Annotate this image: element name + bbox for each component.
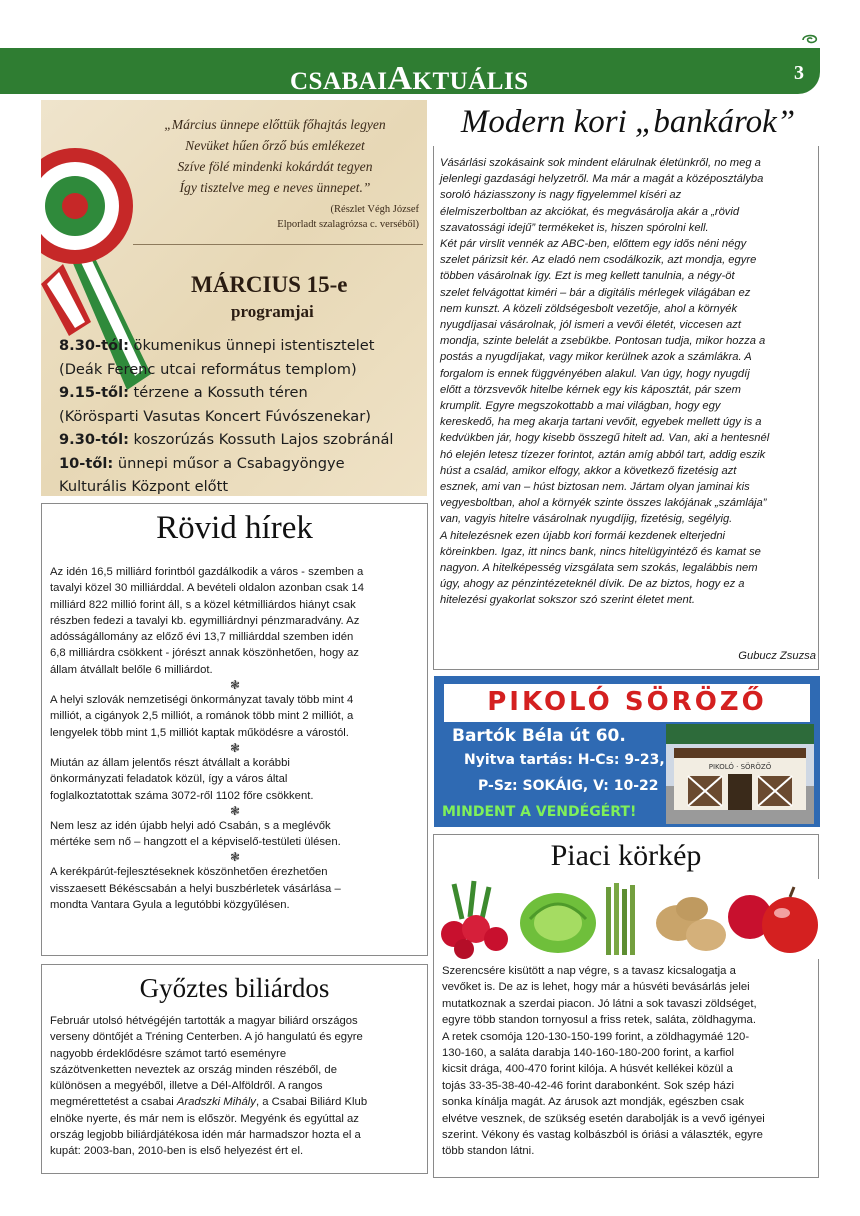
masthead-prefix: CSABAI: [290, 68, 388, 95]
news-item: Nem lesz az idén újabb helyi adó Csabán, s a meglévők mértéke sem nő – hangzott el a képviselő-testületi ülésen.: [50, 819, 341, 849]
news-item: Az idén 16,5 milliárd forintból gazdálkodik a város - szemben a tavalyi közel 30 milliárddal. A bevételi oldalon azonban csak 14 milliárd 822 millió forint áll, s a közel kétmilliárdos hiányt csak részben fedezi a tavalyi kb. egymilliárdnyi pénzmaradvány. Az adósságállomány az előző évi 13,7 milliárddal szemben idén 6,8 milliárdra csökkent - jórészt annak köszönhetően, hogy az állam átvállalt belőle 6 milliárdot.: [50, 566, 364, 676]
masthead-rest: KTUÁLIS: [412, 68, 529, 95]
source-line: Elporladt szalagrózsa c. verséből): [277, 219, 419, 230]
market-box: [433, 834, 819, 1178]
poster-divider: [133, 244, 423, 245]
short-news-box: [41, 503, 428, 956]
march-poster: [41, 100, 427, 496]
pub-advertisement: [434, 676, 820, 827]
news-item: A helyi szlovák nemzetiségi önkormányzat tavaly több mint 4 milliót, a cigányok 2,5 milliót, a románok több mint 2 milliót, a lengyelek több mint 1,5 milliót kaptak működésre a várostól.: [50, 694, 354, 739]
swirl-icon: [800, 32, 820, 46]
pub-name: PIKOLÓ SÖRÖZŐ: [487, 687, 767, 717]
quote-line: „Március ünnepe előttük főhajtás legyen: [164, 117, 386, 132]
program-item: (Körösparti Vasutas Koncert Fúvószenekar): [59, 407, 371, 425]
modern-article-body: Vásárlási szokásaink sok mindent elárulnak életünkről, no meg a jelenlegi gazdasági helyzetről. Ma már a magát a középosztályba soroló háziasszony is nagy figyelemmel kíséri az élelmiszerboltban az akciókat, és megvásárolja akár a „rövid szavatossági idejű” termékeket is, hiszen spórolni kell. Két pár virslit vennék az ABC-ben, előttem egy idős néni négy szelet párizsit kér. Az eladó nem csodálkozik, azt mondja, egyre többen vásárolnak így. Ezt is meg kellett tanulnia, a négy-öt szelet felvágottat kiméri – bár a digitális mérlegek világában ez nem kunszt. A közeli zöldségesbolt vezetője, ahol a környék nyugdíjasai vásárolnak, jól ismeri a vevői életét, viccesen azt mondja, szinte belelát a zsebükbe. Pontosan tudja, mikor hozza a postás a nyugdíjakat, vagy mikor kerülnek azok a számlákra. A forgalom is ennek függvényében alakul. Van úgy, hogy nyugdíj előtt a törzsvevők hitelbe kérnek egy kis káposztát, pár szem krumplit. Egyre megszokottabb a mai világban, hogy egy kereskedő, ha meg akarja tartani vevőit, egyebek mellett úgy is a kedvükben jár, hogy kisebb összegű hitelt ad. Van, aki a hentesnél hó elején letesz tízezer forintot, aztán amíg abból tart, addig eszik húst a család, amikor elfogy, akkor a következő fizetésig azt esznek, ami van – húst biztosan nem. Jártam olyan jaminai kis vegyesboltban, ahol a környék szinte összes lakójának „számlája” van, vagyis hitelre vásárolnak nyugdíjig, fizetésig, segélyig. A hitelezésnek ezen újabb kori formái kezdenek elterjedni köreinkben. Igaz, itt nincs bank, nincs hitelügyintéző és kamat se nagyon. A hitelképesség vizsgálata sem szokás, legalábbis nem úgy, ahogy az pénzintézeteknél dívik. De az biztos, hogy ez a hitelezési gyakorlat sokszor szó szerint életet ment.: [440, 157, 770, 607]
separator-icon: ❃: [229, 678, 241, 693]
masthead-title: [290, 60, 529, 98]
billiards-title: Győztes biliárdos: [139, 973, 330, 1003]
pub-slogan: MINDENT A VENDÉGÉRT!: [442, 804, 637, 820]
quote-line: Szíve fölé mindenki kokárdát tegyen: [177, 159, 373, 174]
billiards-body: Február utolsó hétvégéjén tartották a magyar biliárd országos verseny döntőjét a Tréning Centerben. A jó hangulatú és egyre nagyobb érdeklődésre számot tartó eseményre százötvenketten neveztek az ország minden részéből, de különösen a megyéből, illetve a Dél-Alföldről. A rangos megmérettetést a csabai Aradszki Mihály, a Csabai Biliárd Klub elnöke nyerte, és már nem is először. Megyénk és egyúttal az ország legjobb biliárdjátékosa idén már harmadszor hozta el a kupát: 2003-ban, 2010-ben is első helyezést ért el.: [50, 1015, 368, 1158]
article-author: Gubucz Zsuzsa: [738, 650, 816, 662]
masthead-big-letter: A: [387, 60, 413, 97]
vegetables-photo: [434, 879, 820, 959]
program-item: 10-től: ünnepi műsor a Csabagyöngye: [59, 454, 345, 472]
market-body: Szerencsére kisütött a nap végre, s a tavasz kicsalogatja a vevőket is. De az is lehet, hogy már a húsvéti bevásárlás jelei mutatkoznak a szerdai piacon. Jó látni a sok tavaszi zöldséget, egyre több standon tornyosul a friss retek, saláta, zöldhagyma. A retek csomója 120-130-150-199 forint, a zöldhagymáé 120- 130-160, a saláta darabja 140-160-180-200 forint, a karfiol kicsit drága, 400-470 forint kilója. A húsvét kellékei közül a tojás 33-35-38-40-42-46 forint darabonként. Sok szép házi sonka kínálja magát. Az árusok azt mondják, egészben csak elvétve vesznek, de szükség esetén darabolják is a vevő igényei szerint. Vékony és vastag kolbászból is óriási a választék, egyre több standon látni.: [442, 965, 765, 1158]
program-item: Kulturális Központ előtt: [59, 478, 229, 495]
billiards-box: [41, 964, 428, 1174]
opening-hours: Nyitva tartás: H-Cs: 9-23,: [464, 752, 665, 768]
program-list: [59, 334, 393, 496]
separator-icon: ❃: [229, 740, 241, 755]
page-number: 3: [794, 62, 804, 84]
pub-sign: PIKOLÓ · SÖRÖZŐ: [708, 763, 772, 771]
pub-photo: [666, 724, 814, 824]
market-title: Piaci körkép: [550, 839, 702, 872]
winner-name: Aradszki Mihály: [176, 1096, 256, 1109]
quote-line: Így tisztelve meg e neves ünnepet.”: [179, 180, 371, 195]
separator-icon: ❃: [229, 803, 241, 818]
lettuce-icon: [520, 893, 596, 953]
pub-address: Bartók Béla út 60.: [452, 726, 626, 746]
opening-hours: P-Sz: SOKÁIG, V: 10-22: [478, 778, 659, 794]
program-item: 8.30-tól: ökumenikus ünnepi istentisztelet: [59, 337, 375, 354]
program-item: (Deák Ferenc utcai református templom): [59, 360, 357, 378]
news-item: A kerékpárút-fejlesztéseknek köszönhetően érezhetően visszaesett Békéscsabán a helyi buszbérletek vásárlása – mondta Vantara Gyula a legutóbbi közgyűlésen.: [50, 866, 341, 912]
poster-heading: MÁRCIUS 15-e: [191, 272, 348, 297]
program-item: 9.30-tól: koszorúzás Kossuth Lajos szobránál: [59, 431, 394, 448]
source-line: (Részlet Végh József: [330, 204, 419, 215]
separator-icon: ❃: [229, 850, 241, 865]
short-news-body: [50, 564, 420, 913]
poster-subheading: programjai: [231, 302, 314, 321]
quote-source: [191, 202, 419, 232]
poem-quote: [125, 114, 425, 198]
quote-line: Nevüket hűen őrző bús emlékezet: [185, 138, 365, 153]
news-item: Miután az állam jelentős részt átvállalt a korábbi önkormányzati feladatok közül, így a város által foglalkoztatottak száma 3072-ről 1102 főre csökkent.: [50, 756, 314, 802]
program-item: 9.15-től: térzene a Kossuth téren: [59, 384, 308, 401]
modern-article-title: Modern kori „bankárok”: [460, 104, 796, 140]
ad-banner: [444, 684, 810, 722]
short-news-title: Rövid hírek: [156, 510, 313, 546]
